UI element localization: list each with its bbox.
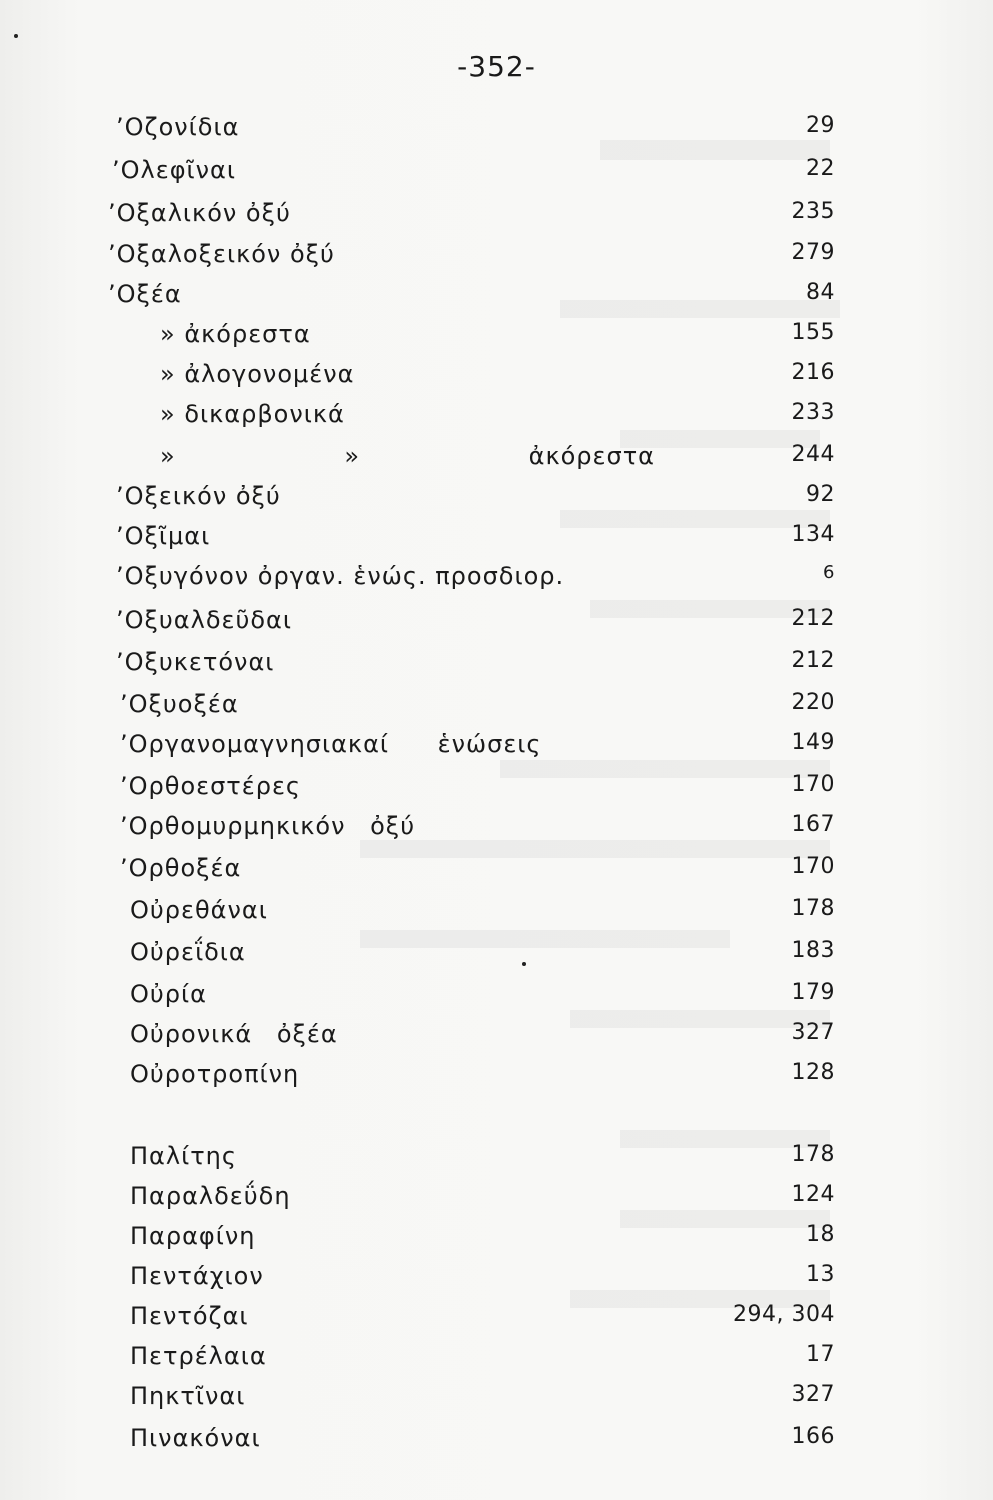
index-entry — [0, 938, 993, 978]
index-page-ref: 178 — [791, 896, 835, 921]
index-page-ref: 29 — [806, 113, 835, 138]
index-term: » δικαρβονικά — [160, 400, 345, 428]
index-term: ’Ολεφῖναι — [112, 156, 236, 184]
index-entry — [0, 1342, 993, 1382]
index-page-ref: 212 — [791, 648, 835, 673]
index-page-ref: 220 — [791, 690, 835, 715]
index-entry — [0, 772, 993, 812]
index-entry — [0, 562, 993, 602]
index-page-ref: 6 — [823, 562, 835, 583]
index-term: ’Οξαλοξεικόν ὀξύ — [108, 240, 335, 268]
index-term: ’Οξυοξέα — [120, 690, 239, 718]
index-entry — [0, 1382, 993, 1422]
index-term: Παλίτης — [130, 1142, 237, 1170]
index-entry — [0, 240, 993, 280]
index-page-ref: 167 — [791, 812, 835, 837]
index-entry — [0, 730, 993, 770]
index-page-ref: 170 — [791, 772, 835, 797]
index-page-ref: 18 — [806, 1222, 835, 1247]
index-entry — [0, 606, 993, 646]
index-entry — [0, 896, 993, 936]
index-entry — [0, 648, 993, 688]
index-page-ref: 279 — [791, 240, 835, 265]
index-entry — [0, 280, 993, 320]
index-term: » » ἀκόρεστα — [160, 442, 655, 470]
index-term: Παραλδεΰδη — [130, 1182, 291, 1210]
ink-dot — [14, 34, 18, 38]
index-term: Πεντόζαι — [130, 1302, 249, 1330]
index-page-ref: 170 — [791, 854, 835, 879]
index-entry — [0, 360, 993, 400]
index-term: ’Οζονίδια — [116, 113, 240, 141]
index-entry — [0, 1020, 993, 1060]
index-entry — [0, 1262, 993, 1302]
index-entry — [0, 199, 993, 239]
index-entry — [0, 1060, 993, 1100]
index-entry — [0, 113, 993, 153]
index-term: Οὐρεθάναι — [130, 896, 268, 924]
index-term: Πετρέλαια — [130, 1342, 267, 1370]
index-term: Οὐρονικά ὀξέα — [130, 1020, 338, 1048]
index-page-ref: 155 — [791, 320, 835, 345]
index-entry — [0, 522, 993, 562]
index-page-ref: 327 — [791, 1382, 835, 1407]
index-page-ref: 183 — [791, 938, 835, 963]
index-term: ’Ορθοεστέρες — [120, 772, 302, 800]
index-term: ’Οξαλικόν ὀξύ — [108, 199, 291, 227]
index-term: ’Οξέα — [108, 280, 182, 308]
index-term: Πηκτῖναι — [130, 1382, 246, 1410]
index-term: Οὐροτροπίνη — [130, 1060, 300, 1088]
index-page-ref: 124 — [791, 1182, 835, 1207]
index-term: Πεντάχιον — [130, 1262, 264, 1290]
index-entry — [0, 1182, 993, 1222]
index-page-ref: 13 — [806, 1262, 835, 1287]
index-entry — [0, 1222, 993, 1262]
index-term: ’Ορθοξέα — [120, 854, 242, 882]
index-term: Οὐρεΐδια — [130, 938, 246, 966]
index-page-ref: 235 — [791, 199, 835, 224]
index-term: ’Οξυγόνον ὀργαν. ἑνώς. προσδιορ. — [116, 562, 565, 590]
index-term: Πινακόναι — [130, 1424, 261, 1452]
index-entry — [0, 320, 993, 360]
index-term: Οὐρία — [130, 980, 207, 1008]
index-entry — [0, 400, 993, 440]
index-page-ref: 216 — [791, 360, 835, 385]
index-term: ’Οξεικόν ὀξύ — [116, 482, 281, 510]
index-term: ’Ορθομυρμηκικόν ὀξύ — [120, 812, 416, 840]
index-entry — [0, 690, 993, 730]
index-page-ref: 178 — [791, 1142, 835, 1167]
index-page-ref: 233 — [791, 400, 835, 425]
index-term: » ἀλογονομένα — [160, 360, 355, 388]
index-page-ref: 17 — [806, 1342, 835, 1367]
index-entry — [0, 1142, 993, 1182]
index-entry — [0, 1302, 993, 1342]
index-term: Παραφίνη — [130, 1222, 256, 1250]
index-page-ref: 149 — [791, 730, 835, 755]
index-page-ref: 179 — [791, 980, 835, 1005]
index-page-ref: 327 — [791, 1020, 835, 1045]
page-number: -352- — [457, 50, 536, 83]
index-page-ref: 84 — [806, 280, 835, 305]
index-entry — [0, 482, 993, 522]
index-term: ’Οξυκετόναι — [116, 648, 275, 676]
index-page-ref: 22 — [806, 156, 835, 181]
index-entry — [0, 442, 993, 482]
index-entry — [0, 980, 993, 1020]
index-page-ref: 134 — [791, 522, 835, 547]
index-page-ref: 92 — [806, 482, 835, 507]
index-entry — [0, 812, 993, 852]
index-entry — [0, 854, 993, 894]
index-page-ref: 244 — [791, 442, 835, 467]
index-term: ’Οξυαλδεῦδαι — [116, 606, 292, 634]
index-term: ’Οργανομαγνησιακαί ἑνώσεις — [120, 730, 542, 758]
index-page-ref: 212 — [791, 606, 835, 631]
index-term: » ἀκόρεστα — [160, 320, 311, 348]
index-term: ’Οξῖμαι — [116, 522, 211, 550]
index-entry — [0, 1424, 993, 1464]
index-page-ref: 294, 304 — [733, 1302, 835, 1327]
index-page-ref: 166 — [791, 1424, 835, 1449]
index-page-ref: 128 — [791, 1060, 835, 1085]
index-entry — [0, 156, 993, 196]
